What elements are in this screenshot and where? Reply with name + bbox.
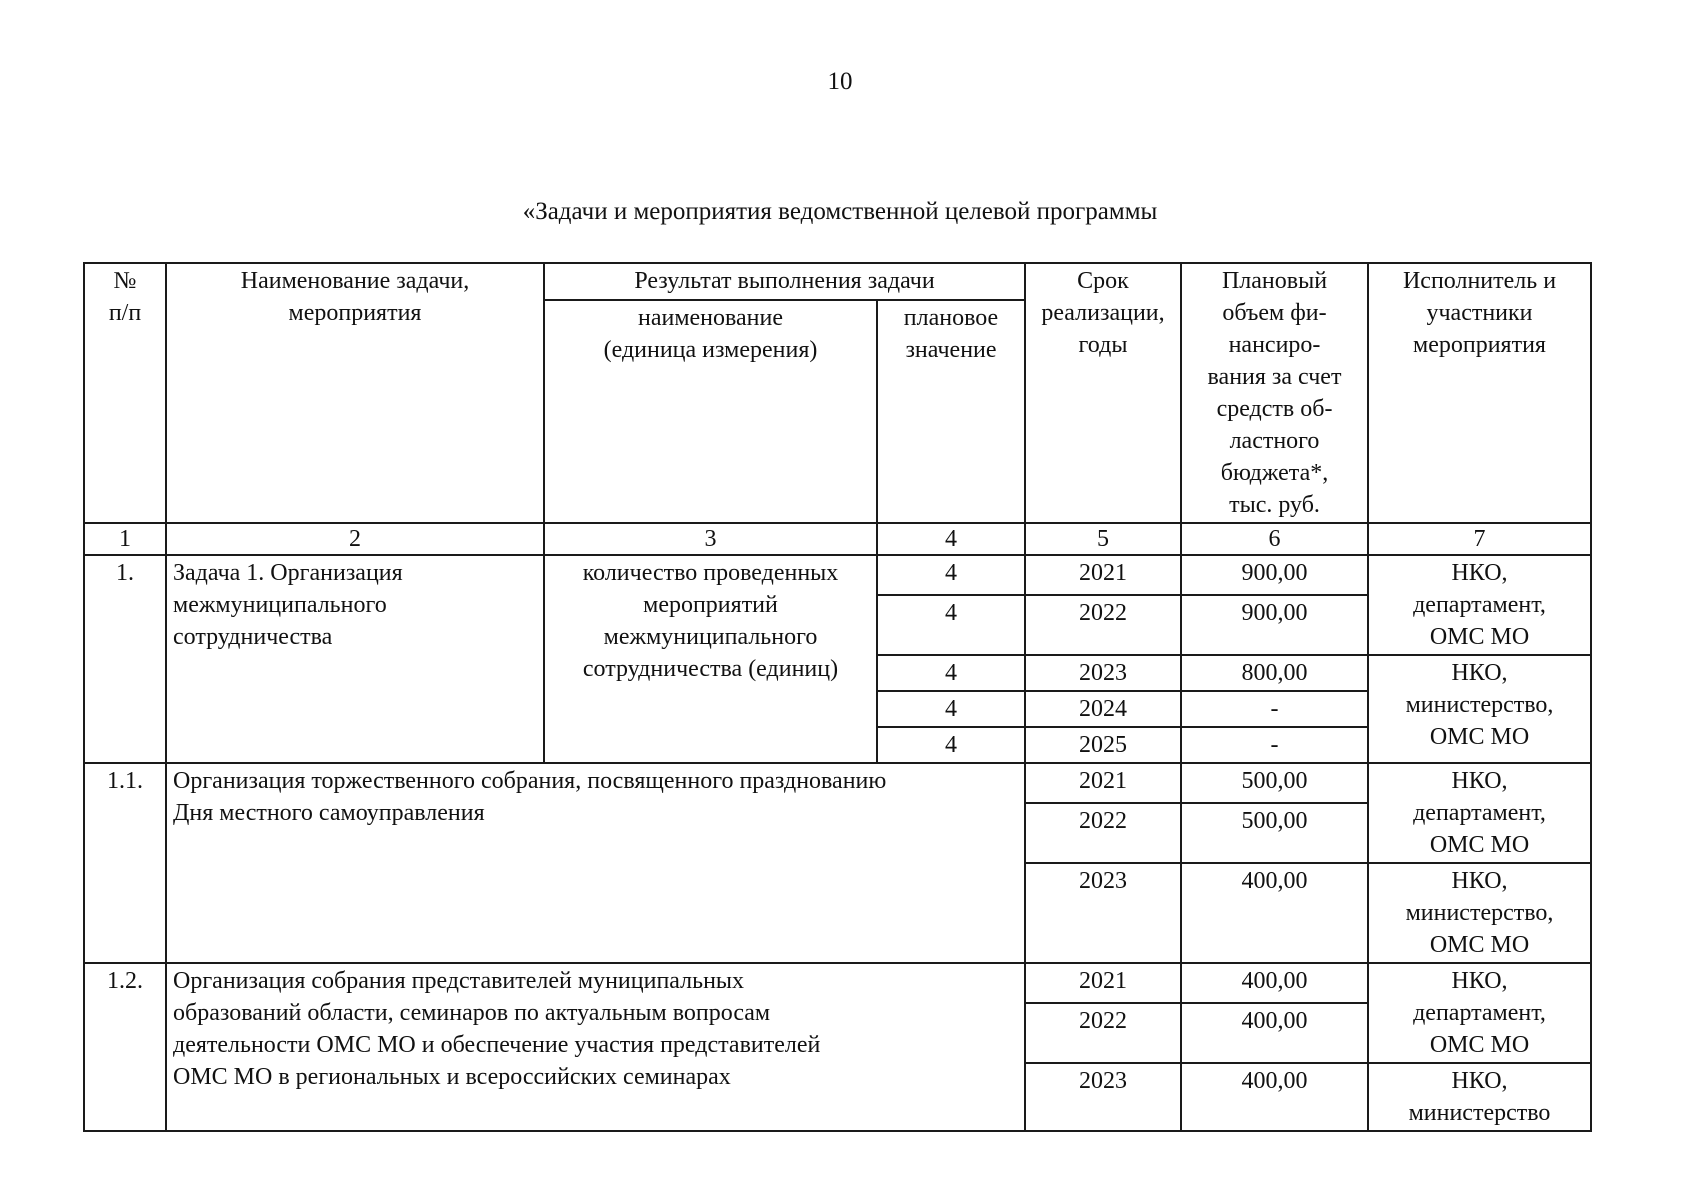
amount: 400,00 bbox=[1181, 1003, 1368, 1063]
item-1-2-name bbox=[166, 963, 1025, 1131]
planned-value: 4 bbox=[877, 555, 1025, 595]
table-row bbox=[84, 763, 1591, 803]
task1-num: 1. bbox=[84, 555, 166, 763]
cell-line: (единица измерения) bbox=[603, 337, 818, 364]
amount: - bbox=[1181, 691, 1368, 727]
executor bbox=[1368, 763, 1591, 863]
year: 2023 bbox=[1025, 655, 1181, 691]
item-1-2-num: 1.2. bbox=[84, 963, 166, 1131]
header-num bbox=[84, 263, 166, 523]
header-term bbox=[1025, 263, 1181, 523]
cell-line: средств об- bbox=[1216, 396, 1333, 422]
task1-name bbox=[166, 555, 544, 763]
task1-indicator bbox=[544, 555, 877, 763]
column-number: 5 bbox=[1025, 523, 1181, 555]
amount: 900,00 bbox=[1181, 555, 1368, 595]
amount: 900,00 bbox=[1181, 595, 1368, 655]
cell-line: мероприятий bbox=[643, 592, 778, 618]
cell-line: Плановый bbox=[1221, 268, 1328, 294]
cell-line: НКО, bbox=[1451, 868, 1508, 894]
column-number: 7 bbox=[1368, 523, 1591, 555]
header-executor bbox=[1368, 263, 1591, 523]
cell-line: бюджета*, bbox=[1220, 460, 1329, 486]
cell-line: п/п bbox=[108, 300, 142, 326]
executor bbox=[1368, 655, 1591, 763]
cell-line: ОМС МО в региональных и всероссийских семинарах bbox=[173, 1064, 731, 1090]
year: 2024 bbox=[1025, 691, 1181, 727]
cell-line: Наименование задачи, bbox=[240, 268, 470, 294]
table-row bbox=[84, 555, 1591, 595]
cell-line: НКО, bbox=[1451, 560, 1508, 586]
year: 2021 bbox=[1025, 555, 1181, 595]
header-name bbox=[166, 263, 544, 523]
cell-line: Дня местного самоуправления bbox=[173, 800, 485, 826]
planned-value: 4 bbox=[877, 727, 1025, 763]
item-1-1-name bbox=[166, 763, 1025, 963]
header-row bbox=[84, 263, 1591, 300]
cell-line: деятельности ОМС МО и обеспечение участия представителей bbox=[173, 1032, 821, 1058]
cell-line: НКО, bbox=[1451, 660, 1508, 686]
cell-line: сотрудничества bbox=[173, 624, 333, 650]
document-title: «Задачи и мероприятия ведомственной целевой программы bbox=[522, 198, 1158, 225]
cell-line: Организация торжественного собрания, посвященного празднованию bbox=[173, 768, 887, 794]
cell-line: объем фи- bbox=[1222, 300, 1327, 326]
header-result-group: Результат выполнения задачи bbox=[544, 263, 1025, 300]
cell-line: ОМС МО bbox=[1429, 932, 1530, 958]
amount: 400,00 bbox=[1181, 1063, 1368, 1131]
cell-line: министерство, bbox=[1405, 900, 1554, 926]
column-number: 2 bbox=[166, 523, 544, 555]
column-number: 4 bbox=[877, 523, 1025, 555]
cell-line: мероприятия bbox=[288, 300, 422, 326]
executor bbox=[1368, 963, 1591, 1063]
cell-line: № bbox=[113, 268, 137, 294]
year: 2021 bbox=[1025, 963, 1181, 1003]
cell-line: НКО, bbox=[1451, 768, 1508, 794]
cell-line: межмуниципального bbox=[603, 624, 818, 650]
year: 2021 bbox=[1025, 763, 1181, 803]
year: 2022 bbox=[1025, 595, 1181, 655]
program-table bbox=[83, 262, 1592, 1132]
year: 2025 bbox=[1025, 727, 1181, 763]
cell-line: участники bbox=[1426, 300, 1533, 326]
cell-line: мероприятия bbox=[1413, 332, 1546, 358]
cell-line: ОМС МО bbox=[1429, 624, 1530, 650]
cell-line: количество проведенных bbox=[582, 560, 839, 586]
cell-line: ластного bbox=[1229, 428, 1320, 454]
year: 2022 bbox=[1025, 803, 1181, 863]
column-number: 6 bbox=[1181, 523, 1368, 555]
cell-line: значение bbox=[905, 337, 997, 364]
cell-line: Организация собрания представителей муниципальных bbox=[173, 968, 745, 994]
cell-line: плановое bbox=[903, 305, 999, 332]
year: 2022 bbox=[1025, 1003, 1181, 1063]
header-finance bbox=[1181, 263, 1368, 523]
amount: 500,00 bbox=[1181, 803, 1368, 863]
cell-line: НКО, bbox=[1451, 1068, 1508, 1094]
cell-line: НКО, bbox=[1451, 968, 1508, 994]
year: 2023 bbox=[1025, 863, 1181, 963]
planned-value: 4 bbox=[877, 655, 1025, 691]
cell-line: сотрудничества (единиц) bbox=[582, 656, 839, 682]
cell-line: нансиро- bbox=[1228, 332, 1321, 358]
cell-line: департамент, bbox=[1413, 800, 1546, 826]
cell-line: Исполнитель и bbox=[1402, 268, 1557, 294]
cell-line: наименование bbox=[637, 305, 784, 332]
cell-line: тыс. руб. bbox=[1229, 492, 1320, 518]
amount: 400,00 bbox=[1181, 863, 1368, 963]
executor bbox=[1368, 555, 1591, 655]
cell-line: ОМС МО bbox=[1429, 1032, 1530, 1058]
cell-line: реализации, bbox=[1041, 300, 1165, 326]
cell-line: вания за счет bbox=[1207, 364, 1342, 390]
column-number-row bbox=[84, 523, 1591, 555]
planned-value: 4 bbox=[877, 595, 1025, 655]
cell-line: департамент, bbox=[1413, 1000, 1546, 1026]
executor bbox=[1368, 1063, 1591, 1131]
cell-line: ОМС МО bbox=[1429, 724, 1530, 750]
year: 2023 bbox=[1025, 1063, 1181, 1131]
column-number: 3 bbox=[544, 523, 877, 555]
column-number: 1 bbox=[84, 523, 166, 555]
amount: 500,00 bbox=[1181, 763, 1368, 803]
cell-line: Срок bbox=[1077, 268, 1129, 294]
cell-line: годы bbox=[1078, 332, 1128, 358]
cell-line: Задача 1. Организация bbox=[173, 560, 403, 586]
item-1-1-num: 1.1. bbox=[84, 763, 166, 963]
amount: 800,00 bbox=[1181, 655, 1368, 691]
executor bbox=[1368, 863, 1591, 963]
cell-line: образований области, семинаров по актуальным вопросам bbox=[173, 1000, 771, 1026]
page-number: 10 bbox=[827, 68, 853, 95]
amount: 400,00 bbox=[1181, 963, 1368, 1003]
planned-value: 4 bbox=[877, 691, 1025, 727]
table-row bbox=[84, 963, 1591, 1003]
cell-line: межмуниципального bbox=[173, 592, 387, 618]
cell-line: департамент, bbox=[1413, 592, 1546, 618]
cell-line: ОМС МО bbox=[1429, 832, 1530, 858]
amount: - bbox=[1181, 727, 1368, 763]
cell-line: министерство, bbox=[1405, 692, 1554, 718]
header-result-value bbox=[877, 300, 1025, 523]
header-result-name bbox=[544, 300, 877, 523]
cell-line: министерство bbox=[1408, 1100, 1551, 1126]
